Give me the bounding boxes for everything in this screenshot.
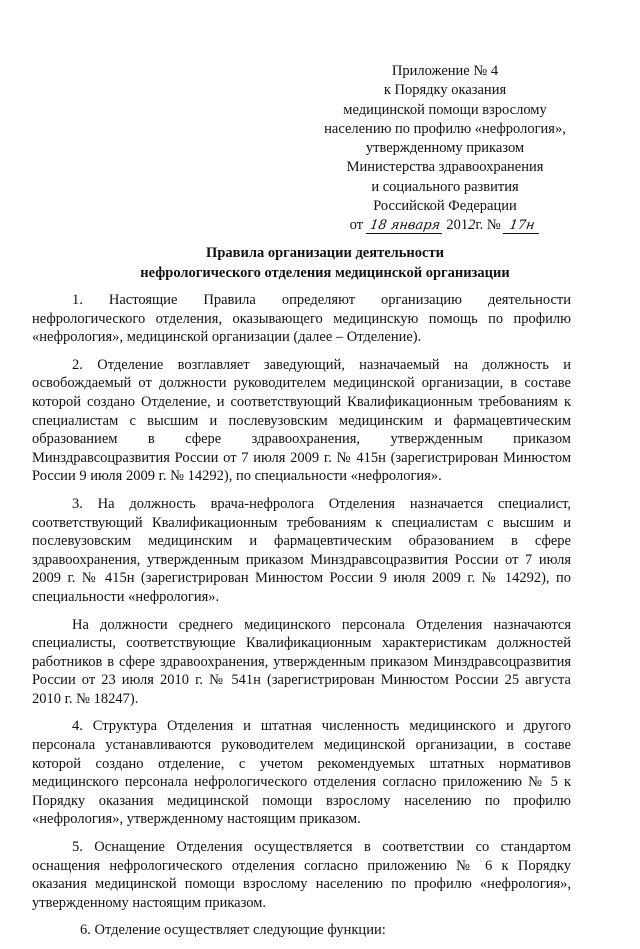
approval-line-2: медицинской помощи взрослому	[343, 101, 547, 118]
paragraph-1: 1. Настоящие Правила определяют организацию деятельности нефрологического отделения, оказывающего медицинскую помощь по профилю «нефрология», медицинской организации (далее – Отделение).	[32, 292, 571, 346]
order-date-line	[300, 216, 590, 235]
document-body	[32, 291, 571, 949]
handwritten-order-number: 17н	[503, 218, 541, 234]
approval-line-6: и социального развития	[371, 178, 519, 195]
document-title	[40, 244, 610, 283]
handwritten-date: 18 января	[366, 218, 444, 234]
paragraph-3: 3. На должность врача-нефролога Отделения назначается специалист, соответствующий Квалификационным требованиям к специалистам с высшим и послевузовским медицинским и фармацевтическим образованием в сфере здравоохранения, утвержденным приказом Минздравсоцразвития России от 7 июля 2009 г. № 415н (зарегистрирован Минюстом России 9 июля 2009 г. № 14292), по специальности «нефрология».	[32, 495, 571, 605]
appendix-label: Приложение № 4	[391, 63, 499, 79]
date-prefix: от	[349, 217, 364, 234]
paragraph-5: 5. Оснащение Отделения осуществляется в соответствии со стандартом оснащения нефрологического отделения согласно приложению № 6 к Порядку оказания медицинской помощи взрослому населению по профилю «нефрология», утвержденному настоящим приказом.	[32, 839, 571, 911]
approval-line-5: Министерства здравоохранения	[346, 159, 544, 176]
paragraph-4: 4. Структура Отделения и штатная численность медицинского и другого персонала устанавливаются руководителем медицинской организации, в составе которой создано отделение, с учетом рекомендуемых штатных нормативов медицинского персонала нефрологического отделения согласно приложению № 5 к Порядку оказания медицинской помощи взрослому населению по профилю «нефрология», утвержденному настоящим приказом.	[32, 718, 571, 828]
approval-line-1: к Порядку оказания	[383, 82, 507, 99]
approval-line-4: утвержденному приказом	[365, 140, 525, 157]
paragraph-3-continued: На должности среднего медицинского персонала Отделения назначаются специалисты, соответствующие Квалификационным характеристикам должностей работников в сфере здравоохранения, утвержденным приказом Минздравсоцразвития России от 23 июля 2010 г. № 541н (зарегистрирован Минюстом России 25 августа 2010 г. № 18247).	[32, 616, 571, 707]
approval-block	[300, 62, 590, 236]
title-line-1: Правила организации деятельности	[206, 245, 444, 261]
title-line-2: нефрологического отделения медицинской организации	[140, 264, 510, 281]
year-suffix: г. №	[475, 217, 501, 234]
paragraph-6: 6. Отделение осуществляет следующие функции:	[80, 922, 386, 939]
paragraph-2: 2. Отделение возглавляет заведующий, назначаемый на должность и освобождаемый от должности руководителем медицинской организации, в составе которой создано Отделение, и соответствующий Квалификационным требованиям к специалистам с высшим и послевузовским медицинским и фармацевтическим образованием в сфере здравоохранения, утвержденным приказом Минздравсоцразвития России от 7 июля 2009 г. № 415н (зарегистрирован Минюстом России 9 июля 2009 г. № 14292), по специальности «нефрология».	[32, 356, 571, 485]
handwritten-year-digit: 2	[468, 217, 476, 234]
approval-line-7: Российской Федерации	[373, 198, 517, 215]
approval-line-3: населению по профилю «нефрология»,	[324, 120, 566, 137]
year-prefix: 201	[446, 217, 469, 234]
